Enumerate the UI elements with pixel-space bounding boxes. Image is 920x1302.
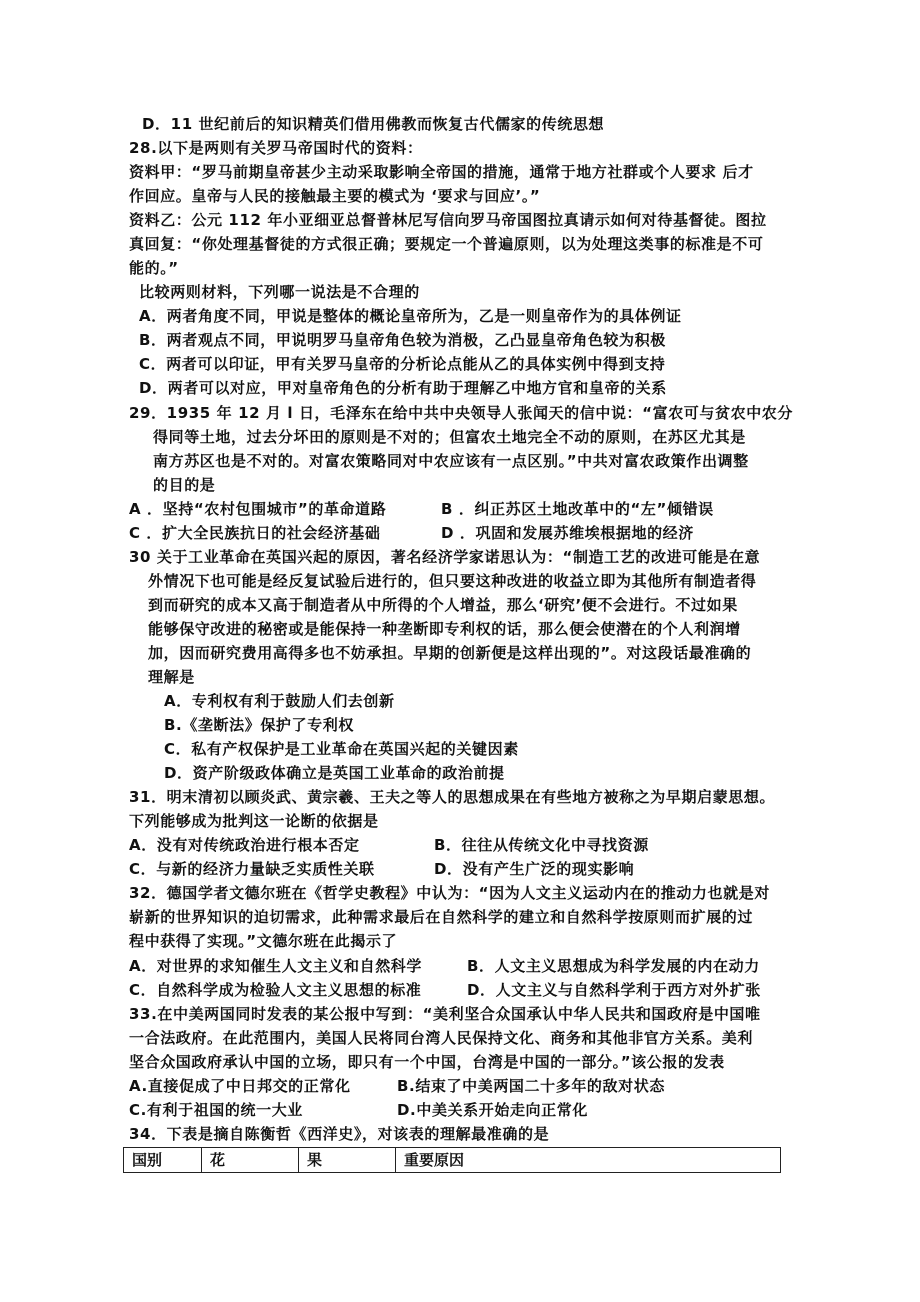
q33-option-d: D.中美关系开始走向正常化: [397, 1101, 588, 1119]
q29-option-a: A ．坚持“农村包围城市”的革命道路: [129, 500, 387, 518]
q30-option-c: C．私有产权保护是工业革命在英国兴起的关键因素: [164, 740, 519, 758]
q28-option-c: C．两者可以印证，甲有关罗马皇帝的分析论点能从乙的具体实例中得到支持: [139, 355, 666, 373]
q28-option-d: D．两者可以对应，甲对皇帝角色的分析有助于理解乙中地方官和皇帝的关系: [139, 379, 667, 397]
q31-option-a: A．没有对传统政治进行根本否定: [129, 836, 360, 854]
q28-source-b-line1: 资料乙：公元 112 年小亚细亚总督普林尼写信向罗马帝国图拉真请示如何对待基督徒。图拉: [129, 211, 767, 229]
q31-option-b: B．往往从传统文化中寻找资源: [434, 836, 649, 854]
q32-stem-line1: 32．德国学者文德尔班在《哲学史教程》中认为：“因为人文主义运动内在的推动力也就是对: [129, 884, 770, 902]
q33-option-a: A.直接促成了中日邦交的正常化: [129, 1077, 351, 1095]
q33-option-c: C.有利于祖国的统一大业: [129, 1101, 303, 1119]
q30-stem-line6: 理解是: [148, 668, 195, 686]
q33-stem-line2: 一合法政府。在此范围内，美国人民将同台湾人民保持文化、商务和其他非官方关系。美利: [129, 1029, 754, 1047]
q29-option-b: B ．纠正苏区土地改革中的“左”倾错误: [441, 500, 714, 518]
q32-option-b: B．人文主义思想成为科学发展的内在动力: [467, 957, 760, 975]
q30-stem-line4: 能够保守改进的秘密或是能保持一种垄断即专利权的话，那么便会使潜在的个人利润增: [148, 620, 741, 638]
q30-option-a: A．专利权有利于鼓励人们去创新: [164, 692, 395, 710]
q29-option-d: D ．巩固和发展苏维埃根据地的经济: [441, 524, 694, 542]
q28-source-b-line2: 真回复：“你处理基督徒的方式很正确；要规定一个普遍原则，以为处理这类事的标准是不可: [129, 235, 764, 253]
q30-stem-line5: 加，因而研究费用高得多也不妨承担。早期的创新便是这样出现的”。对这段话最准确的: [148, 644, 752, 662]
q29-stem-line4: 的目的是: [153, 476, 216, 494]
table-header-main-reason: 重要原因: [404, 1151, 465, 1169]
q29-stem-line2: 得同等土地，过去分坏田的原则是不对的；但富农土地完全不动的原则，在苏区尤其是: [153, 428, 746, 446]
table-header-country: 国别: [124, 1148, 202, 1172]
q27-option-d: D．11 世纪前后的知识精英们借用佛教而恢复古代儒家的传统思想: [142, 115, 605, 133]
q33-stem-line1: 33.在中美两国同时发表的某公报中写到：“美利坚合众国承认中华人民共和国政府是中国唯: [129, 1005, 761, 1023]
q32-option-c: C．自然科学成为检验人文主义思想的标准: [129, 981, 422, 999]
q28-stem: 28.以下是两则有关罗马帝国时代的资料：: [129, 139, 423, 157]
q30-stem-line1: 30 关于工业革命在英国兴起的原因，著名经济学家诺思认为：“制造工艺的改进可能是在意: [129, 548, 761, 566]
q31-option-d: D．没有产生广泛的现实影响: [434, 860, 635, 878]
q28-option-a: A．两者角度不同，甲说是整体的概论皇帝所为，乙是一则皇帝作为的具体例证: [139, 307, 682, 325]
q33-option-b: B.结束了中美两国二十多年的敌对状态: [397, 1077, 665, 1095]
q29-option-c: C ．扩大全民族抗日的社会经济基础: [129, 524, 381, 542]
q34-stem: 34．下表是摘自陈衡哲《西洋史》，对该表的理解最准确的是: [129, 1125, 550, 1143]
q30-option-d: D．资产阶级政体确立是英国工业革命的政治前提: [164, 764, 505, 782]
q32-stem-line2: 崭新的世界知识的迫切需求，此种需求最后在自然科学的建立和自然科学按原则而扩展的过: [129, 908, 754, 926]
q28-question: 比较两则材料，下列哪一说法是不合理的: [139, 283, 420, 301]
q28-source-a-line1: 资料甲：“罗马前期皇帝甚少主动采取影响全帝国的措施，通常于地方社群或个人要求 后才: [129, 163, 754, 181]
q29-stem-line1: 29．1935 年 12 月 l 日，毛泽东在给中共中央领导人张闻天的信中说：“富农可与贫农中农分: [129, 404, 794, 422]
q31-stem-line1: 31．明末清初以顾炎武、黄宗羲、王夫之等人的思想成果在有些地方被称之为早期启蒙思想。: [129, 788, 776, 806]
q32-stem-line3: 程中获得了实现。”文德尔班在此揭示了: [129, 932, 398, 950]
q32-option-d: D．人文主义与自然科学利于西方对外扩张: [467, 981, 761, 999]
q30-stem-line2: 外情况下也可能是经反复试验后进行的，但只要这种改进的收益立即为其他所有制造者得: [148, 572, 757, 590]
q28-option-b: B．两者观点不同，甲说明罗马皇帝角色较为消极，乙凸显皇帝角色较为积极: [139, 331, 666, 349]
q32-option-a: A．对世界的求知催生人文主义和自然科学: [129, 957, 423, 975]
q33-stem-line3: 坚合众国政府承认中国的立场，即只有一个中国，台湾是中国的一部分。”该公报的发表: [129, 1053, 725, 1071]
q28-source-b-line3: 能的。”: [129, 259, 179, 277]
q30-stem-line3: 到而研究的成本又高于制造者从中所得的个人增益，那么‘研究’便不会进行。不过如果: [148, 596, 738, 614]
q31-option-c: C．与新的经济力量缺乏实质性关联: [129, 860, 375, 878]
q30-option-b: B.《垄断法》保护了专利权: [164, 716, 354, 734]
q31-stem-line2: 下列能够成为批判这一论断的依据是: [129, 812, 379, 830]
q28-source-a-line2: 作回应。皇帝与人民的接触最主要的模式为 ‘要求与回应’。”: [129, 187, 541, 205]
q34-table-header-row: [123, 1147, 781, 1173]
table-header-fruit: 果: [299, 1148, 396, 1172]
table-header-flower: 花: [202, 1148, 299, 1172]
q29-stem-line3: 南方苏区也是不对的。对富农策略同对中农应该有一点区别。”中共对富农政策作出调整: [153, 452, 749, 470]
